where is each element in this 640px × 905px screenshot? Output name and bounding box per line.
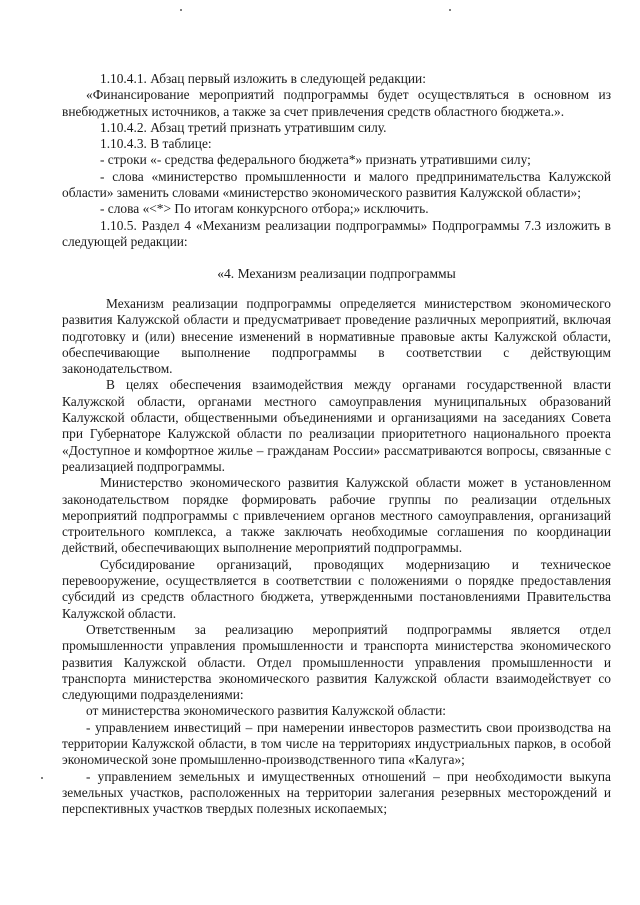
paragraph-interaction: В целях обеспечения взаимодействия между органами государственной власти Калужской области, органами местного самоуправления муниципальных образований Калужской области, общественными объединениями и организациями на заседаниях Совета при Губернаторе Калужской области по реализации приоритетного национального проекта «Доступное и комфортное жилье – гражданам России» рассматриваются вопросы, связанные с реализацией подпрограммы. — [62, 377, 611, 474]
list-item-land-relations: - управлением земельных и имущественных отношений – при необходимости выкупа земельных участков, расположенных на территории залегания резервных месторождений и перспективных участков твердых полезных ископаемых; — [62, 768, 611, 817]
list-item-ministry-rename: - слова «министерство промышленности и малого предпринимательства Калужской области» заменить словами «министерство экономического развития Калужской области»; — [62, 168, 611, 201]
paragraph-1-10-4-2: 1.10.4.2. Абзац третий признать утратившим силу. — [100, 119, 387, 135]
list-item-federal-budget: - строки «- средства федерального бюджета*» признать утратившими силу; — [100, 152, 531, 168]
paragraph-responsible: Ответственным за реализацию мероприятий подпрограммы является отдел промышленности управления промышленности и транспорта министерства экономического развития Калужской области. Отдел промышленности управления промышленности и транспорта министерства экономического развития Калужской области взаимодействует со следующими подразделениями: — [62, 621, 611, 703]
section-body — [62, 296, 611, 818]
paragraph-mechanism: Механизм реализации подпрограммы определяется министерством экономического развития Калужской области и предусматривает проведение различных мероприятий, включая подготовку и (или) внесение изменений в нормативные правовые акты Калужской области, обеспечивающие выполнение подпрограммы в соответствии с действующим законодательством. — [62, 296, 611, 377]
paragraph-ministry-divisions: от министерства экономического развития Калужской области: — [86, 703, 446, 719]
list-item-investments: - управлением инвестиций – при намерении инвесторов разместить свои производства на территории Калужской области, в том числе на территориях индустриальных парков, в особой экономической зоне промышленно-производственного типа «Калуга»; — [62, 719, 611, 768]
paragraph-1-10-5: 1.10.5. Раздел 4 «Механизм реализации подпрограммы» Подпрограммы 7.3 изложить в следующей редакции: — [62, 217, 611, 249]
paragraph-subsidies: Субсидирование организаций, проводящих модернизацию и техническое перевооружение, осуществляется в соответствии с положениями о порядке предоставления субсидий из средств областного бюджета, утвержденными постановлениями Правительства Калужской области. — [62, 556, 611, 621]
amendments-block — [62, 71, 611, 250]
scan-speck — [41, 777, 43, 779]
list-item-competition-note: - слова «<*> По итогам конкурсного отбора;» исключить. — [100, 201, 429, 217]
paragraph-working-groups: Министерство экономического развития Калужской области может в установленном законодательством порядке формировать рабочие группы по реализации отдельных мероприятий подпрограммы с привлечением органов местного самоуправления, организаций строительного комплекса, а также заключать необходимые соглашения по координации действий, обеспечивающих выполнение мероприятий подпрограммы. — [62, 475, 611, 556]
section-heading: «4. Механизм реализации подпрограммы — [217, 266, 456, 281]
paragraph-1-10-4-3: 1.10.4.3. В таблице: — [100, 136, 212, 152]
scan-speck — [449, 9, 451, 11]
paragraph-1-10-4-1: 1.10.4.1. Абзац первый изложить в следующей редакции: — [100, 71, 426, 86]
paragraph-financing-quote: «Финансирование мероприятий подпрограммы будет осуществляться в основном из внебюджетных источников, а также за счет привлечения средств областного бюджета.». — [62, 87, 611, 119]
scan-speck — [180, 9, 182, 11]
